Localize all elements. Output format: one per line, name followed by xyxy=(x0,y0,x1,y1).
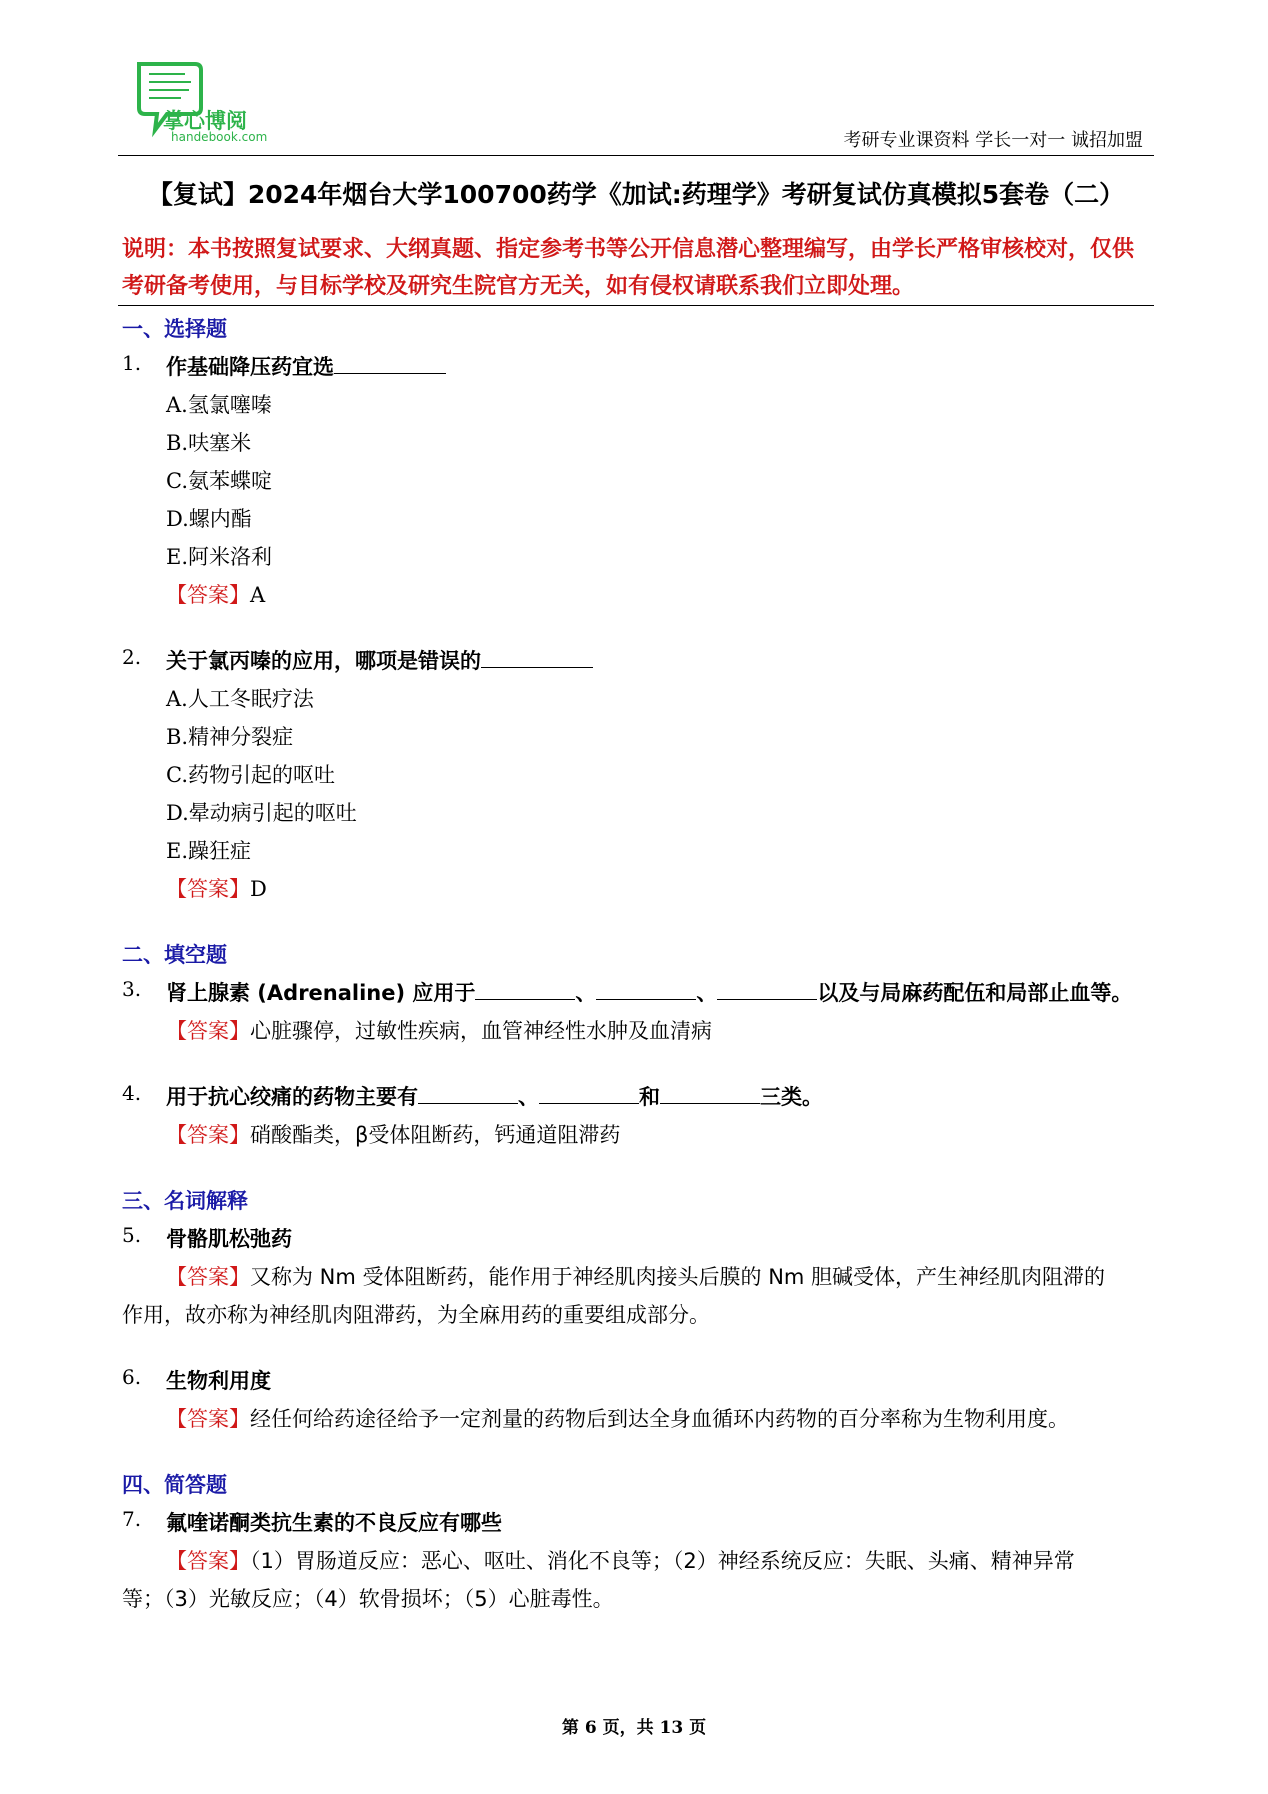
answer-3: 【答案】心脏骤停，过敏性疾病，血管神经性水肿及血清病 xyxy=(166,1019,712,1043)
notice-divider xyxy=(118,305,1154,306)
document-title: 【复试】2024年烟台大学100700药学《加试:药理学》考研复试仿真模拟5套卷（二） xyxy=(147,180,1125,209)
question-4 xyxy=(122,1081,823,1109)
section-heading-choice: 一、选择题 xyxy=(122,317,227,341)
question-number: 3. xyxy=(122,977,142,1001)
answer-tag: 【答案】 xyxy=(166,877,250,901)
answer-tag: 【答案】 xyxy=(166,583,250,607)
question-1 xyxy=(122,351,334,379)
answer-blank xyxy=(418,1085,518,1104)
answer-6: 【答案】经任何给药途径给予一定剂量的药物后到达全身血循环内药物的百分率称为生物利用度。 xyxy=(166,1407,1069,1431)
answer-1: 【答案】A xyxy=(166,583,266,607)
answer-4: 【答案】硝酸酯类，β受体阻断药，钙通道阻滞药 xyxy=(166,1123,621,1147)
question-text: 氟喹诺酮类抗生素的不良反应有哪些 xyxy=(166,1511,502,1535)
option-e: E.阿米洛利 xyxy=(166,545,273,569)
answer-tag: 【答案】 xyxy=(166,1123,250,1147)
question-text: 肾上腺素 (Adrenaline) 应用于 、 、 以及与局麻药配伍和局部止血等。 xyxy=(166,981,1133,1005)
question-number: 7. xyxy=(122,1507,142,1531)
logo-url: handebook.com xyxy=(171,130,268,144)
answer-7-line-1: 【答案】（1）胃肠道反应：恶心、呕吐、消化不良等；（2）神经系统反应：失眠、头痛、精神异常 xyxy=(166,1549,1075,1573)
header-tagline: 考研专业课资料 学长一对一 诚招加盟 xyxy=(843,130,1143,151)
answer-5-line-1: 【答案】又称为 Nm 受体阻断药，能作用于神经肌肉接头后膜的 Nm 胆碱受体，产生神经肌肉阻滞的 xyxy=(166,1265,1106,1289)
question-2 xyxy=(122,645,481,673)
answer-tag: 【答案】 xyxy=(166,1265,250,1289)
question-5 xyxy=(122,1223,292,1251)
option-a: A.氢氯噻嗪 xyxy=(166,393,272,417)
answer-blank xyxy=(475,981,575,1000)
answer-2: 【答案】D xyxy=(166,877,267,901)
logo-name: 掌心博阅 xyxy=(163,109,247,133)
answer-tag: 【答案】 xyxy=(166,1019,250,1043)
answer-blank xyxy=(334,355,446,374)
answer-tag: 【答案】 xyxy=(166,1407,250,1431)
question-text: 骨骼肌松弛药 xyxy=(166,1227,292,1251)
question-number: 4. xyxy=(122,1081,142,1105)
question-text: 生物利用度 xyxy=(166,1369,271,1393)
section-heading-fill-blank: 二、填空题 xyxy=(122,943,227,967)
page-number: 第 6 页，共 13 页 xyxy=(561,1718,707,1738)
option-d: D.晕动病引起的呕吐 xyxy=(166,801,357,825)
option-b: B.精神分裂症 xyxy=(166,725,294,749)
question-text: 用于抗心绞痛的药物主要有 、 和 三类。 xyxy=(166,1085,823,1109)
option-b: B.呋塞米 xyxy=(166,431,252,455)
question-text: 关于氯丙嗪的应用，哪项是错误的 xyxy=(166,645,593,675)
question-number: 1. xyxy=(122,351,142,375)
answer-blank xyxy=(660,1085,760,1104)
answer-7-line-2: 等；（3）光敏反应；（4）软骨损坏；（5）心脏毒性。 xyxy=(122,1587,614,1611)
option-c: C.药物引起的呕吐 xyxy=(166,763,335,787)
question-7 xyxy=(122,1507,502,1535)
answer-blank xyxy=(596,981,696,1000)
answer-tag: 【答案】 xyxy=(166,1549,250,1573)
section-heading-term-definition: 三、名词解释 xyxy=(122,1189,248,1213)
answer-5-line-2: 作用，故亦称为神经肌肉阻滞药，为全麻用药的重要组成部分。 xyxy=(122,1303,710,1327)
section-heading-short-answer: 四、简答题 xyxy=(122,1473,227,1497)
question-number: 6. xyxy=(122,1365,142,1389)
option-a: A.人工冬眠疗法 xyxy=(166,687,314,711)
option-c: C.氨苯蝶啶 xyxy=(166,469,272,493)
copyright-notice: 说明：本书按照复试要求、大纲真题、指定参考书等公开信息潜心整理编写，由学长严格审核校对，仅供考研备考使用，与目标学校及研究生院官方无关，如有侵权请联系我们立即处理。 xyxy=(122,237,1135,299)
question-number: 5. xyxy=(122,1223,142,1247)
handebook-logo xyxy=(133,60,283,150)
question-6 xyxy=(122,1365,271,1393)
question-number: 2. xyxy=(122,645,142,669)
answer-blank xyxy=(717,981,817,1000)
option-d: D.螺内酯 xyxy=(166,507,252,531)
answer-blank xyxy=(539,1085,639,1104)
header-divider xyxy=(118,155,1154,156)
question-text: 作基础降压药宜选 xyxy=(166,351,446,381)
question-3 xyxy=(122,977,1133,1005)
answer-blank xyxy=(481,649,593,668)
option-e: E.躁狂症 xyxy=(166,839,252,863)
